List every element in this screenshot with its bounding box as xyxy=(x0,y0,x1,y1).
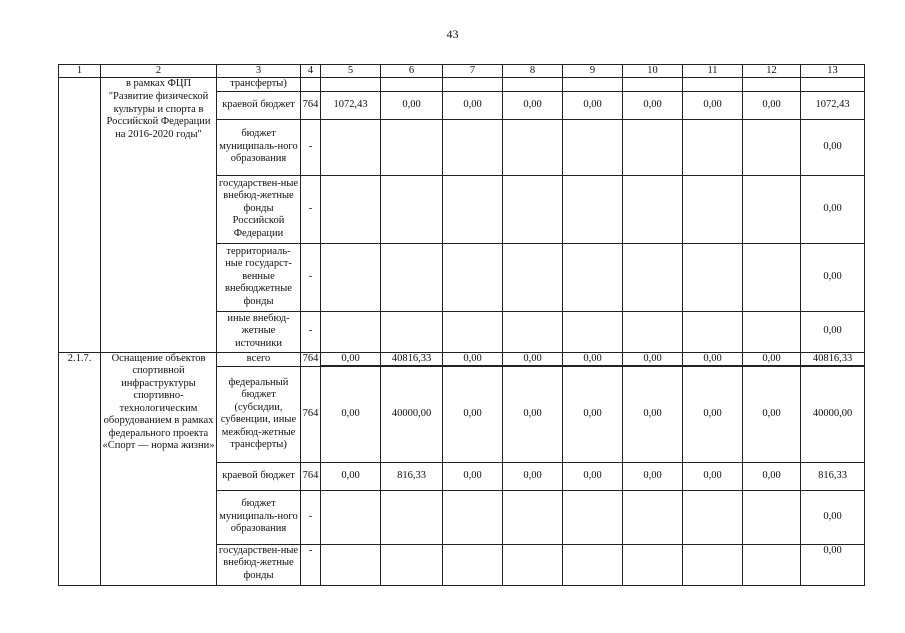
code-cell: - xyxy=(301,119,321,175)
header-cell: 9 xyxy=(563,65,623,78)
table-row xyxy=(59,91,865,119)
value-cell: 0,00 xyxy=(321,352,381,366)
table-header-row xyxy=(59,65,865,78)
header-cell: 6 xyxy=(381,65,443,78)
row-number-cell: 2.1.7. xyxy=(59,352,101,585)
value-cell: 816,33 xyxy=(381,462,443,490)
value-cell: 0,00 xyxy=(443,91,503,119)
header-cell: 1 xyxy=(59,65,101,78)
value-cell: 0,00 xyxy=(503,91,563,119)
header-cell: 2 xyxy=(101,65,217,78)
value-cell: 0,00 xyxy=(683,462,743,490)
source-cell: территориаль-ные государст-венные внебюджетные фонды xyxy=(217,243,301,311)
value-cell: 0,00 xyxy=(801,243,865,311)
value-cell: 0,00 xyxy=(801,544,865,585)
value-cell: 0,00 xyxy=(743,462,801,490)
program-name-cell: Оснащение объектов спортивной инфраструктуры спортивно-технологическим оборудованием в рамках федерального проекта «Спорт — норма жизни» xyxy=(101,352,217,585)
value-cell: 0,00 xyxy=(443,462,503,490)
value-cell: 0,00 xyxy=(801,119,865,175)
value-cell: 0,00 xyxy=(683,352,743,366)
value-cell: 0,00 xyxy=(801,175,865,243)
value-cell: 0,00 xyxy=(503,366,563,462)
header-cell: 7 xyxy=(443,65,503,78)
header-cell: 10 xyxy=(623,65,683,78)
program-name-cell: "Развитие физической культуры и спорта в Российской Федерации на 2016-2020 годы" xyxy=(101,91,217,352)
source-cell: всего xyxy=(217,352,301,366)
value-cell: 0,00 xyxy=(801,490,865,544)
value-cell: 0,00 xyxy=(321,462,381,490)
value-cell: 0,00 xyxy=(801,311,865,352)
code-cell: 764 xyxy=(301,366,321,462)
table-row xyxy=(59,352,865,366)
header-cell: 13 xyxy=(801,65,865,78)
code-cell: - xyxy=(301,311,321,352)
code-cell: - xyxy=(301,175,321,243)
code-cell: - xyxy=(301,544,321,585)
budget-table xyxy=(58,64,865,586)
value-cell: 40000,00 xyxy=(381,366,443,462)
value-cell: 1072,43 xyxy=(321,91,381,119)
value-cell: 0,00 xyxy=(443,352,503,366)
code-cell: 764 xyxy=(301,352,321,366)
value-cell: 0,00 xyxy=(623,352,683,366)
source-cell: краевой бюджет xyxy=(217,462,301,490)
value-cell: 816,33 xyxy=(801,462,865,490)
header-cell: 11 xyxy=(683,65,743,78)
page-number: 43 xyxy=(446,27,459,41)
value-cell: 0,00 xyxy=(743,366,801,462)
value-cell: 0,00 xyxy=(503,462,563,490)
code-cell: 764 xyxy=(301,462,321,490)
source-cell: бюджет муниципаль-ного образования xyxy=(217,119,301,175)
value-cell: 40000,00 xyxy=(801,366,865,462)
value-cell: 40816,33 xyxy=(801,352,865,366)
source-cell: государствен-ные внебюд-жетные фонды xyxy=(217,544,301,585)
code-cell: - xyxy=(301,490,321,544)
code-cell xyxy=(301,78,321,92)
value-cell: 0,00 xyxy=(563,352,623,366)
value-cell: 0,00 xyxy=(683,366,743,462)
table-row xyxy=(59,78,865,92)
value-cell: 0,00 xyxy=(743,352,801,366)
value-cell: 1072,43 xyxy=(801,91,865,119)
header-cell: 8 xyxy=(503,65,563,78)
value-cell: 40816,33 xyxy=(381,352,443,366)
source-cell: федеральный бюджет (субсидии, субвенции, иные межбюд-жетные трансферты) xyxy=(217,366,301,462)
row-number-cell xyxy=(59,78,101,353)
value-cell: 0,00 xyxy=(381,91,443,119)
source-cell: государствен-ные внебюд-жетные фонды Российской Федерации xyxy=(217,175,301,243)
value-cell: 0,00 xyxy=(743,91,801,119)
value-cell: 0,00 xyxy=(623,462,683,490)
source-cell: трансферты) xyxy=(217,78,301,92)
value-cell: 0,00 xyxy=(623,366,683,462)
header-cell: 3 xyxy=(217,65,301,78)
code-cell: 764 xyxy=(301,91,321,119)
source-cell: краевой бюджет xyxy=(217,91,301,119)
value-cell: 0,00 xyxy=(623,91,683,119)
program-name-cell: в рамках ФЦП xyxy=(101,78,217,92)
value-cell: 0,00 xyxy=(443,366,503,462)
value-cell: 0,00 xyxy=(563,462,623,490)
header-cell: 12 xyxy=(743,65,801,78)
value-cell: 0,00 xyxy=(563,91,623,119)
source-cell: бюджет муниципаль-ного образования xyxy=(217,490,301,544)
value-cell: 0,00 xyxy=(503,352,563,366)
source-cell: иные внебюд-жетные источники xyxy=(217,311,301,352)
header-cell: 5 xyxy=(321,65,381,78)
value-cell: 0,00 xyxy=(563,366,623,462)
value-cell: 0,00 xyxy=(683,91,743,119)
header-cell: 4 xyxy=(301,65,321,78)
value-cell: 0,00 xyxy=(321,366,381,462)
code-cell: - xyxy=(301,243,321,311)
